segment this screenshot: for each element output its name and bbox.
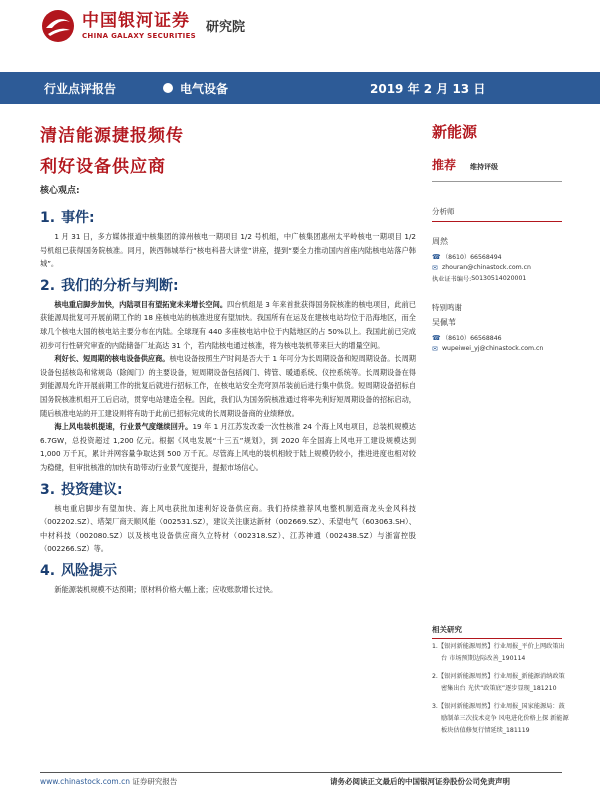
phone-icon: ☎ — [432, 252, 441, 261]
footer-suffix: 证券研究报告 — [132, 777, 178, 786]
paragraph — [40, 420, 416, 474]
contributor-email: wupeiwei_yj@chinastock.com.cn — [442, 345, 544, 352]
rating: 推荐 — [432, 158, 457, 172]
cert-label: 执业证书编号: — [432, 276, 472, 283]
analyst-heading: 分析师 — [432, 206, 562, 222]
report-title-line2: 利好设备供应商 — [40, 157, 166, 177]
cert-number: S0130514020001 — [471, 275, 527, 282]
paragraph — [40, 298, 416, 352]
related-item[interactable]: 3.【银河新能源周然】行业周报_国家能源局：鼓励制革三次技术竞争 风电进化价格上探 新能源板块估值修复行情延续_181119 — [432, 703, 569, 734]
paragraph — [40, 230, 416, 271]
logo-english-name: CHINA GALAXY SECURITIES — [82, 31, 196, 40]
related-item[interactable]: 2.【银河新能源周然】行业周报_新能源消纳政策密集出台 光伏“政策底”逐步显现_181210 — [432, 673, 565, 692]
section-number: 2. — [40, 277, 56, 294]
analyst-phone: （8610）66568494 — [442, 254, 502, 261]
sidebar — [432, 121, 562, 354]
analyst-email: zhouran@chinastock.com.cn — [442, 264, 531, 271]
footer-divider — [40, 772, 562, 773]
related-research-list — [432, 641, 570, 743]
paragraph — [40, 502, 416, 556]
report-banner — [0, 72, 600, 104]
rating-note: 维持评级 — [470, 163, 499, 171]
section-title: 风险提示 — [61, 562, 118, 579]
contributor-card — [432, 317, 562, 354]
sector-label: 电气设备 — [180, 81, 229, 96]
paragraph-lead: 核电重启脚步加快，内陆项目有望拓宽未来增长空间。 — [54, 299, 228, 309]
contributor-phone: （8610）66568846 — [442, 335, 502, 342]
footer-left — [40, 776, 177, 787]
paragraph-text: 新能源装机规模不达预期；原材料价格大幅上涨；应收账款增长过快。 — [54, 584, 278, 594]
report-type: 行业点评报告 — [44, 81, 117, 96]
report-date: 2019 年 2 月 13 日 — [370, 81, 486, 96]
industry-name: 新能源 — [432, 123, 478, 141]
email-icon: ✉ — [432, 263, 438, 272]
section-heading — [40, 479, 416, 499]
special-thanks-label: 特别鸣谢 — [432, 303, 462, 312]
paragraph-text: 1 月 31 日，多方媒体报道中核集团的漳州核电一期项目 1/2 号机组，中广核集团惠州太平岭核电一期项目 1/2 号机组已获得国务院核准。同月，陕西韩城举行“核电科普大讲堂”讲座，提到“要全力推动国内首座内陆核电站落户韩城”。 — [40, 232, 416, 269]
analyst-card — [432, 236, 562, 284]
section-number: 4. — [40, 562, 56, 579]
email-icon: ✉ — [432, 344, 438, 353]
company-logo — [40, 6, 196, 46]
related-item[interactable]: 1.【银河新能源周然】行业周报_平价上网政策出台 市场预期边际改善_190114 — [432, 643, 565, 662]
contributor-name: 吴佩苇 — [432, 318, 456, 327]
paragraph-lead: 海上风电装机提速，行业景气度继续回升。 — [54, 422, 193, 432]
section-title: 事件: — [61, 210, 95, 226]
galaxy-logo-icon — [40, 8, 76, 44]
section-number: 3. — [40, 481, 56, 498]
bullet-icon — [163, 83, 173, 93]
report-title-line1: 清洁能源捷报频传 — [40, 126, 184, 146]
core-view-label: 核心观点: — [40, 186, 80, 196]
section-heading — [40, 560, 416, 580]
footer-disclaimer: 请务必阅读正文最后的中国银河证券股份公司免责声明 — [330, 777, 510, 786]
rating-row — [432, 156, 562, 182]
paragraph-text: 核电重启脚步有望加快、海上风电获批加速利好设备供应商。我们持续推荐风电整机制造商龙头金风科技（002202.SZ）、塔架厂商天顺风能（002531.SZ），建议关注康达新材（002669.SZ）、禾望电气（603063.SH）、中材科技（002080.SZ）以及核电设备供应商久立特材（002318.SZ）、江苏神通（002438.SZ）与浙富控股（002266.SZ）等。 — [40, 503, 416, 554]
report-body — [40, 203, 416, 596]
website-link[interactable]: www.chinastock.com.cn — [40, 777, 130, 786]
section-title: 投资建议: — [61, 481, 123, 498]
section-number: 1. — [40, 210, 56, 226]
paragraph-text: 19 年 1 月江苏发改委一次性核准 24 个海上风电项目，总装机规模达 6.7GW，总投资超过 1,200 亿元。根据《风电发展“十三五”规划》，到 2020 年全国海上风电开工建设规模达到 1,000 万千瓦，累计并网容量争取达到 500 万千瓦。尽管海上风电的装机相较于陆上规模仍较小，推进进度也相对较为稳健，但审批核准的加快有助带动行业景气度提升，提振市场信心。 — [40, 422, 416, 472]
paragraph — [40, 352, 416, 420]
paragraph-lead: 利好长、短周期的核电设备供应商。 — [54, 354, 170, 364]
related-research-heading: 相关研究 — [432, 624, 562, 639]
paragraph-text: 核电设备按照生产时间是否大于 1 年可分为长周期设备和短周期设备。长周期设备包括核岛和常规岛（除阀门）的主要设备，短周期设备包括阀门、铸管、暖通系统、仪控系统等。长周期设备在得到能源局允许开展前期工作的批复后就进行招标工作，在核电站安全壳穹顶吊装前后进行集中供货。短周期设备招标自国务院核准机组开工后启动，贯穿电站建造全程。因此，我们认为国务院核准通过将率先利好短周期设备的招标启动，随后核准电站的开工建设则将有助于此前已招标完成的长周期设备商的业绩释放。 — [40, 354, 416, 418]
paragraph — [40, 583, 416, 597]
logo-chinese-name: 中国银河证券 — [82, 10, 190, 31]
analyst-name: 周然 — [432, 237, 448, 246]
section-title: 我们的分析与判断: — [61, 277, 179, 294]
section-heading — [40, 275, 416, 295]
section-heading — [40, 207, 416, 227]
paragraph-text: 四台机组是 3 年来首批获得国务院核准的核电项目，此前已获能源局批复可开展前期工作的 18 座核电站的核准进度有望加快。我国所有在运及在建核电站均位于沿海地区，而全球几个核电大国的核电站主要分布在内陆。全球现有 440 多座核电站中位于内陆地区的占 50%以上。我国此前已完成初步可行性研究审查的内陆储备厂址高达 31 个，若内陆核电通过核准，将为核电装机带来巨大的增量空间。 — [40, 299, 416, 350]
phone-icon: ☎ — [432, 333, 441, 342]
department-label: 研究院 — [206, 20, 246, 35]
